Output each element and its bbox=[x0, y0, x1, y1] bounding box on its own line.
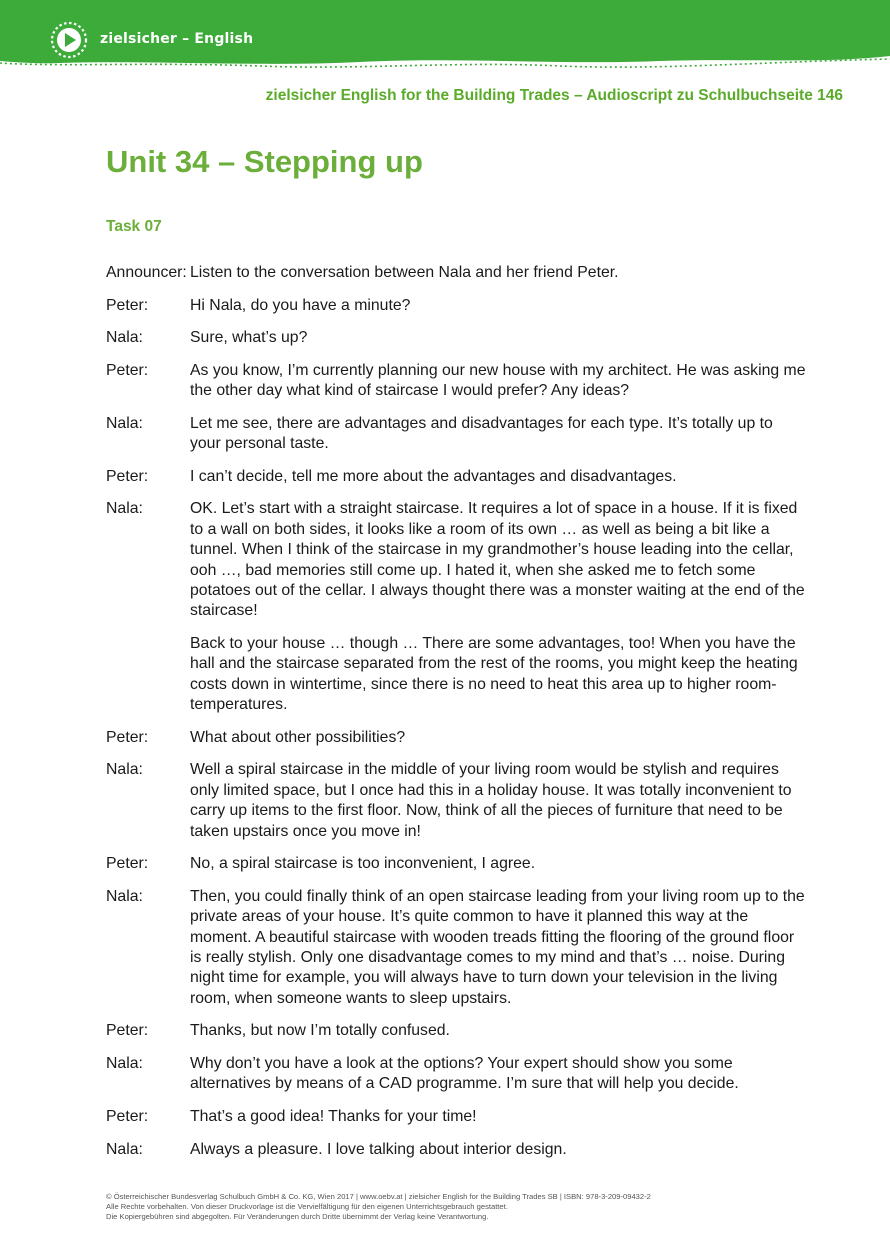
footer-line: © Österreichischer Bundesverlag Schulbuch GmbH & Co. KG, Wien 2017 | www.oebv.at | zielsicher English for the Building Trades SB | ISBN: 978-3-209-09432-2 bbox=[106, 1192, 651, 1201]
speaker-label: Peter: bbox=[106, 1022, 149, 1040]
page-title: Unit 34 – Stepping up bbox=[106, 144, 423, 179]
speech-text: Then, you could finally think of an open staircase leading from your living room up to the private areas of your house. It’s quite common to have it planned this way at the moment. A beautiful staircase with wooden treads fitting the flooring of the ground floor is really stylish. Only one disadvantage comes to my mind and that’s … noise. During night time for example, you will always have to turn down your television in the living room, when someone wants to sleep upstairs. bbox=[190, 887, 805, 1007]
script-row bbox=[106, 1107, 806, 1127]
script-row bbox=[106, 1140, 806, 1160]
speech-text: That’s a good idea! Thanks for your time! bbox=[190, 1108, 477, 1126]
speaker-label: Announcer: bbox=[106, 264, 187, 281]
speaker-label: Peter: bbox=[106, 1108, 149, 1126]
speaker-label: Peter: bbox=[106, 855, 149, 873]
brand-name: zielsicher – English bbox=[100, 31, 254, 47]
speaker-label: Nala: bbox=[106, 1055, 143, 1073]
speech-text: Why don’t you have a look at the options? Your expert should show you some alternatives by means of a CAD programme. I’m sure that will help you decide. bbox=[190, 1055, 739, 1093]
script-row bbox=[106, 499, 806, 715]
speaker-label: Nala: bbox=[106, 329, 143, 347]
script-row bbox=[106, 467, 806, 487]
speech-text: I can’t decide, tell me more about the advantages and disadvantages. bbox=[190, 467, 677, 485]
script-row bbox=[106, 854, 806, 874]
speaker-label: Peter: bbox=[106, 728, 149, 746]
script-row bbox=[106, 361, 806, 402]
script-row bbox=[106, 296, 806, 316]
speech-text: Always a pleasure. I love talking about interior design. bbox=[190, 1140, 567, 1158]
speaker-label: Nala: bbox=[106, 500, 143, 518]
speech-text: No, a spiral staircase is too inconvenient, I agree. bbox=[190, 855, 536, 873]
copyright-footer bbox=[106, 1192, 826, 1223]
speaker-label: Peter: bbox=[106, 361, 149, 379]
speech-text: Hi Nala, do you have a minute? bbox=[190, 296, 411, 314]
speaker-label: Nala: bbox=[106, 414, 143, 432]
speech-text: Thanks, but now I’m totally confused. bbox=[190, 1022, 450, 1040]
speech-text: Let me see, there are advantages and disadvantages for each type. It’s totally up to your personal taste. bbox=[190, 414, 773, 453]
script-row bbox=[106, 1054, 806, 1095]
script-row bbox=[106, 887, 806, 1009]
speech-text: Sure, what’s up? bbox=[190, 329, 308, 347]
speech-text: What about other possibilities? bbox=[190, 728, 406, 746]
audioscript bbox=[106, 263, 806, 1172]
speaker-label: Nala: bbox=[106, 761, 143, 779]
script-row bbox=[106, 263, 806, 283]
page-subtitle: zielsicher English for the Building Trades – Audioscript zu Schulbuchseite 146 bbox=[265, 87, 843, 104]
speaker-label: Peter: bbox=[106, 467, 149, 485]
script-row bbox=[106, 760, 806, 842]
speech-text: Listen to the conversation between Nala and her friend Peter. bbox=[190, 264, 619, 281]
script-row bbox=[106, 328, 806, 348]
script-row bbox=[106, 728, 806, 748]
speech-text: As you know, I’m currently planning our new house with my architect. He was asking me the other day what kind of staircase I would prefer? Any ideas? bbox=[190, 361, 806, 400]
speaker-label: Nala: bbox=[106, 887, 143, 905]
speaker-label: Nala: bbox=[106, 1140, 143, 1158]
speech-text: OK. Let’s start with a straight staircase. It requires a lot of space in a house. If it is fixed to a wall on both sides, it looks like a room of its own … as well as being a bit like a tunnel. When I think of the staircase in my grandmother’s house leading into the cellar, ooh …, bad memories still come up. I hated it, when she asked me to fetch some potatoes out of the cellar. I always thought there was a monster waiting at the end of the staircase! Back to your house … though … There are some advantages, too! When you have the hall and the staircase separated from the rest of the rooms, you might keep the heating costs down in wintertime, since there is no need to heat this area up to higher room-temperatures. bbox=[190, 500, 805, 714]
footer-line: Alle Rechte vorbehalten. Von dieser Druckvorlage ist die Vervielfältigung für den eigenen Unterrichtsgebrauch gestattet. bbox=[106, 1202, 508, 1212]
script-row bbox=[106, 414, 806, 455]
speech-text: Well a spiral staircase in the middle of your living room would be stylish and requires only limited space, but I once had this in a holiday house. It was totally inconvenient to carry up items to the first floor. Now, think of all the pieces of furniture that need to be taken upstairs once you move in! bbox=[190, 761, 792, 840]
task-label: Task 07 bbox=[106, 218, 162, 235]
script-row bbox=[106, 1021, 806, 1041]
speaker-label: Peter: bbox=[106, 296, 149, 314]
footer-line: Die Kopiergebühren sind abgegolten. Für Veränderungen durch Dritte übernimmt der Verlag keine Verantwortung. bbox=[106, 1212, 489, 1222]
